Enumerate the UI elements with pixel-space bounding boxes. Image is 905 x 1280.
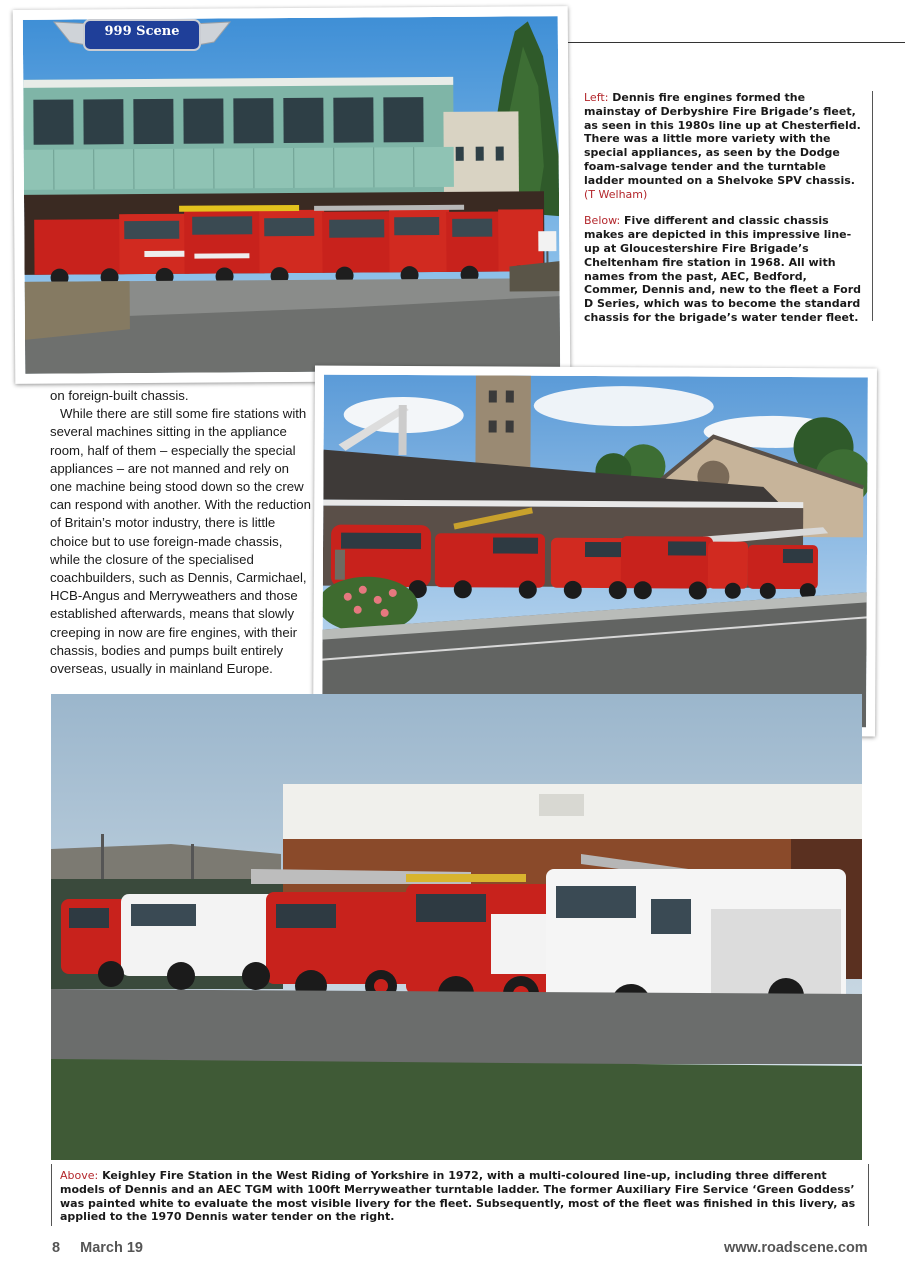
caption-below [584, 214, 862, 324]
badge-label: 999 Scene [104, 24, 180, 39]
caption-column-right [584, 91, 873, 324]
caption-below-lead: Below: [584, 214, 621, 228]
keighley-photo-image [51, 694, 862, 1160]
caption-left [584, 91, 862, 201]
header-rule [568, 42, 905, 43]
body-paragraph-2: While there are still some fire stations with several machines sitting in the appliance room, half of them – especially the special appliances – are not manned and rely on one machine being stood down so the crew can respond with another. With the reduction of Britain’s motor industry, there is little choice but to use foreign-made chassis, while the closure of the specialised coachbuilders, such as Dennis, Carmichael, HCB-Angus and Merryweathers and those established afterwards, means that slowly creeping in now are fire engines, with their chassis, bodies and pumps built entirely overseas, usually in mainland Europe. [50, 406, 311, 677]
caption-left-credit: (T Welham) [584, 187, 648, 201]
issue-date: March 19 [80, 1240, 143, 1256]
section-badge [52, 18, 232, 52]
caption-above-text: Keighley Fire Station in the West Riding of Yorkshire in 1972, with a multi-coloured line-up, including three different models of Dennis and an AEC TGM with 100ft Merryweather turntable ladder. The former Auxiliary Fire Service ‘Green Goddess’ was painted white to evaluate the most visible livery for the fleet. Subsequently, most of the fleet was finished in this livery, as applied to the 1970 Dennis water tender on the right. [60, 1169, 856, 1224]
photo-cheltenham-lineup [313, 366, 877, 737]
cheltenham-photo-image [322, 375, 868, 728]
article-body [50, 387, 312, 678]
footer-url[interactable]: www.roadscene.com [724, 1240, 868, 1256]
caption-above-lead: Above: [60, 1169, 99, 1182]
footer-folio [52, 1240, 143, 1256]
caption-above-box [51, 1164, 869, 1226]
page-number: 8 [52, 1240, 61, 1256]
caption-below-text: Five different and classic chassis makes are depicted in this impressive line-up at Gloucestershire Fire Brigade’s Cheltenham fire station in 1968. All with names from the past, AEC, Bedford, Commer, Dennis and, new to the fleet a Ford D Series, which was to become the standard chassis for the brigade’s water tender fleet. [584, 214, 862, 324]
photo-chesterfield-lineup [13, 6, 571, 384]
body-paragraph-1: on foreign-built chassis. [50, 388, 189, 403]
caption-above [60, 1169, 860, 1224]
photo-keighley-lineup [51, 694, 862, 1160]
chesterfield-photo-image [23, 16, 560, 374]
caption-left-text: Dennis fire engines formed the mainstay of Derbyshire Fire Brigade’s fleet, as seen in this 1980s line up at Chesterfield. There was a little more variety with the special appliances, as seen by the Dodge foam-salvage tender and the turntable ladder mounted on a Shelvoke SPV chassis. [584, 91, 861, 187]
caption-left-lead: Left: [584, 91, 609, 104]
